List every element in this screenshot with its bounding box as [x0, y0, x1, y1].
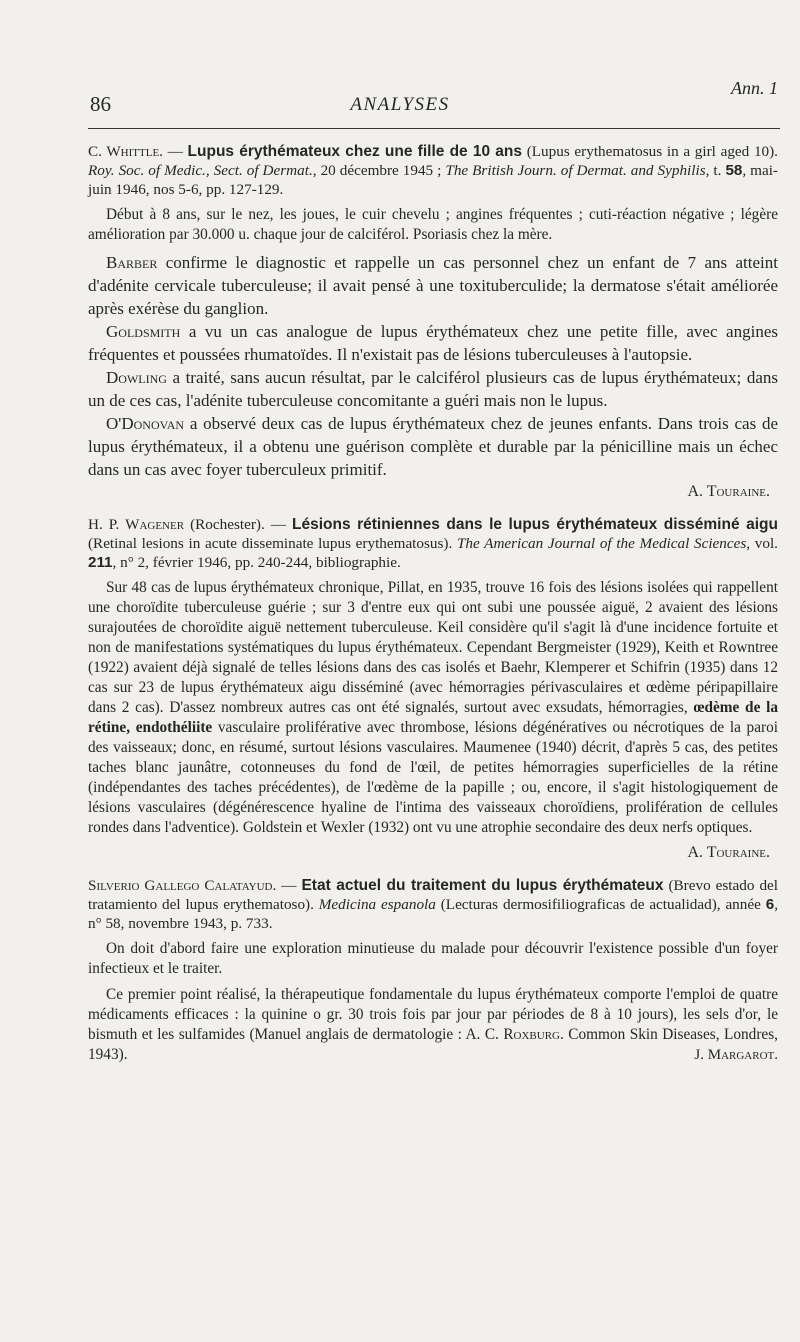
bold-phrase: œdème de la rétine, endothéliite — [88, 699, 778, 736]
citation-text: (Retinal lesions in acute disseminate lupus erythematosus). — [88, 535, 457, 552]
journal-name: Medicina espanola — [318, 896, 436, 913]
signature: A. Touraine. — [687, 844, 770, 861]
signature: J. Margarot. — [694, 1047, 778, 1063]
article-gallego — [88, 876, 778, 1071]
author: C. Whittle — [88, 143, 160, 160]
citation-text: , n° 2, février 1946, pp. 240-244, bibliographie. — [112, 554, 401, 571]
author: Silverio Gallego Calatayud — [88, 877, 273, 894]
person-name: O'Donovan — [106, 414, 185, 433]
paragraph-text: a observé deux cas de lupus érythémateux chez de jeunes enfants. Dans trois cas de lupus érythémateux, il a obtenu une guérison complète et durable par la pénicilline mais un échec dans un cas avec foyer tuberculeux primitif. — [88, 414, 778, 479]
volume: 6 — [765, 896, 775, 913]
citation — [88, 515, 778, 572]
citation-dash: . — — [272, 877, 302, 894]
paragraph-text: , Londres, 1943). — [88, 1026, 778, 1063]
header-rule — [88, 128, 780, 129]
page-number: 86 — [90, 92, 111, 116]
citation-text: , 20 décembre 1945 ; — [312, 162, 446, 179]
journal-name: The American Journal of the Medical Sciences — [456, 535, 747, 552]
citation — [88, 876, 778, 933]
citation-text: , vol. — [746, 535, 778, 552]
paragraph-text: a traité, sans aucun résultat, par le calciférol plusieurs cas de lupus érythémateux; dans un de ces cas, l'adénite tuberculeuse concomitante a guéri mais non le lupus. — [88, 368, 778, 410]
person-name: Goldsmith — [106, 322, 181, 341]
paragraph — [88, 578, 778, 838]
book-title: Common Skin Diseases — [568, 1026, 716, 1043]
summary: Début à 8 ans, sur le nez, les joues, le cuir chevelu ; angines fréquentes ; cuti-réaction négative ; légère amélioration par 30.000 u. chaque jour de calciférol. Psoriasis chez la mère. — [88, 206, 778, 243]
paragraph — [88, 320, 778, 366]
handwritten-annotation: Ann. 1 — [731, 78, 778, 98]
citation-text: (Lecturas dermosifiliograficas de actualidad), année — [435, 896, 766, 913]
paragraph: On doit d'abord faire une exploration minutieuse du malade pour découvrir l'existence possible d'un foyer infectieux et le traiter. — [88, 940, 778, 977]
paragraph-text: confirme le diagnostic et rappelle un cas personnel chez un enfant de 7 ans atteint d'adénite cervicale tuberculeuse; il avait pensé à une toxituberculide; la dermatose s'était améliorée après exérèse du ganglion. — [88, 253, 778, 318]
affiliation: (Rochester). — — [184, 516, 292, 533]
journal-name: Roy. Soc. of Medic., Sect. of Dermat. — [88, 162, 313, 179]
paragraph-text: Ce premier point réalisé, la thérapeutique fondamentale du lupus érythémateux comporte l'emploi de quatre médicaments efficaces : la quinine o gr. 30 trois fois par jour par périodes de 8 à 10 jours), les sels d'or, le bismuth et les sulfamides (Manuel anglais de dermatologie : A. C. — [88, 986, 778, 1043]
person-name: Barber — [106, 253, 158, 272]
paragraph-text: Sur 48 cas de lupus érythémateux chronique, Pillat, en 1935, trouve 16 fois des lésions isolées qui rappellent une choroïdite tuberculeuse guérie ; sur 3 d'entre eux qui ont subi une poussée aiguë, 2 avaient des lésions surajoutées de choroïdite aiguë nettement tuberculeuse. Keil considère qu'il s'agit là d'une incidence fortuite et non de manifestations systématiques du lupus érythémateux. Cependant Bergmeister (1929), Keith et Rowntree (1922) avaient déjà signalé de telles lésions dans des cas isolés et Baehr, Klemperer et Schifrin (1935) dans 12 cas sur 23 de lupus érythémateux aigu disséminé (avec hémorragies périvasculaires et œdème péripapillaire dans 2 cas). D'assez nombreux autres cas ont été signalés, surtout avec exsudats, hémorragies, — [88, 579, 778, 716]
citation — [88, 142, 778, 199]
paragraph-text: a vu un cas analogue de lupus érythémateux chez une petite fille, avec angines fréquentes et poussées rhumatoïdes. Il n'existait pas de lésions tuberculeuses à l'autopsie. — [88, 322, 778, 364]
article-wagener — [88, 515, 778, 862]
volume: 58 — [725, 162, 743, 179]
journal-name: The British Journ. of Dermat. and Syphilis — [445, 162, 706, 179]
paragraph-text: vasculaire proliférative avec thrombose, lésions dégénératives ou nécrotiques de la paroi des vaisseaux; donc, en résumé, surtout lésions vasculaires. Maumenee (1940) décrit, d'après 5 cas, des petites taches blanc jaunâtre, cotonneuses du fond de l'œil, de petites hémorragies superficielles de la rétine (indépendantes des taches précédentes), de l'œdème de la papille ; ou, encore, il s'agit histologiquement de lésions vasculaires (dégénérescence hyaline de l'intima des vaisseaux choroïdiens, prolifération de cellules rondes dans l'adventice). Goldstein et Wexler (1932) ont vu une atrophie secondaire des deux nerfs optiques. — [88, 719, 778, 836]
signature: A. Touraine. — [687, 483, 770, 500]
paragraph — [88, 985, 778, 1065]
paragraph — [88, 412, 778, 481]
article-title: Lésions rétiniennes dans le lupus érythémateux disséminé aigu — [292, 516, 778, 533]
citation-text: , t. — [705, 162, 726, 179]
citation-dash: . — — [159, 143, 188, 160]
paragraph — [88, 251, 778, 320]
paragraph — [88, 366, 778, 412]
article-whittle — [88, 142, 778, 501]
person-name: Roxburg — [503, 1026, 560, 1043]
running-title: ANALYSES — [350, 94, 450, 115]
citation-text: (Lupus erythematosus in a girl aged 10). — [522, 143, 778, 160]
citation-text: (Brevo estado del tratamiento del lupus erythematoso). — [88, 877, 779, 913]
author: H. P. Wagener — [88, 516, 185, 533]
article-title: Etat actuel du traitement du lupus érythémateux — [301, 877, 664, 894]
citation-text: , n° 58, novembre 1943, p. 733. — [88, 896, 778, 932]
person-name: Dowling — [106, 368, 167, 387]
content — [88, 142, 778, 1085]
article-title: Lupus érythémateux chez une fille de 10 ans — [187, 143, 523, 160]
volume: 211 — [88, 554, 113, 571]
citation-text: , mai-juin 1946, nos 5-6, pp. 127-129. — [88, 162, 778, 198]
paragraph-text: . — [559, 1026, 569, 1043]
